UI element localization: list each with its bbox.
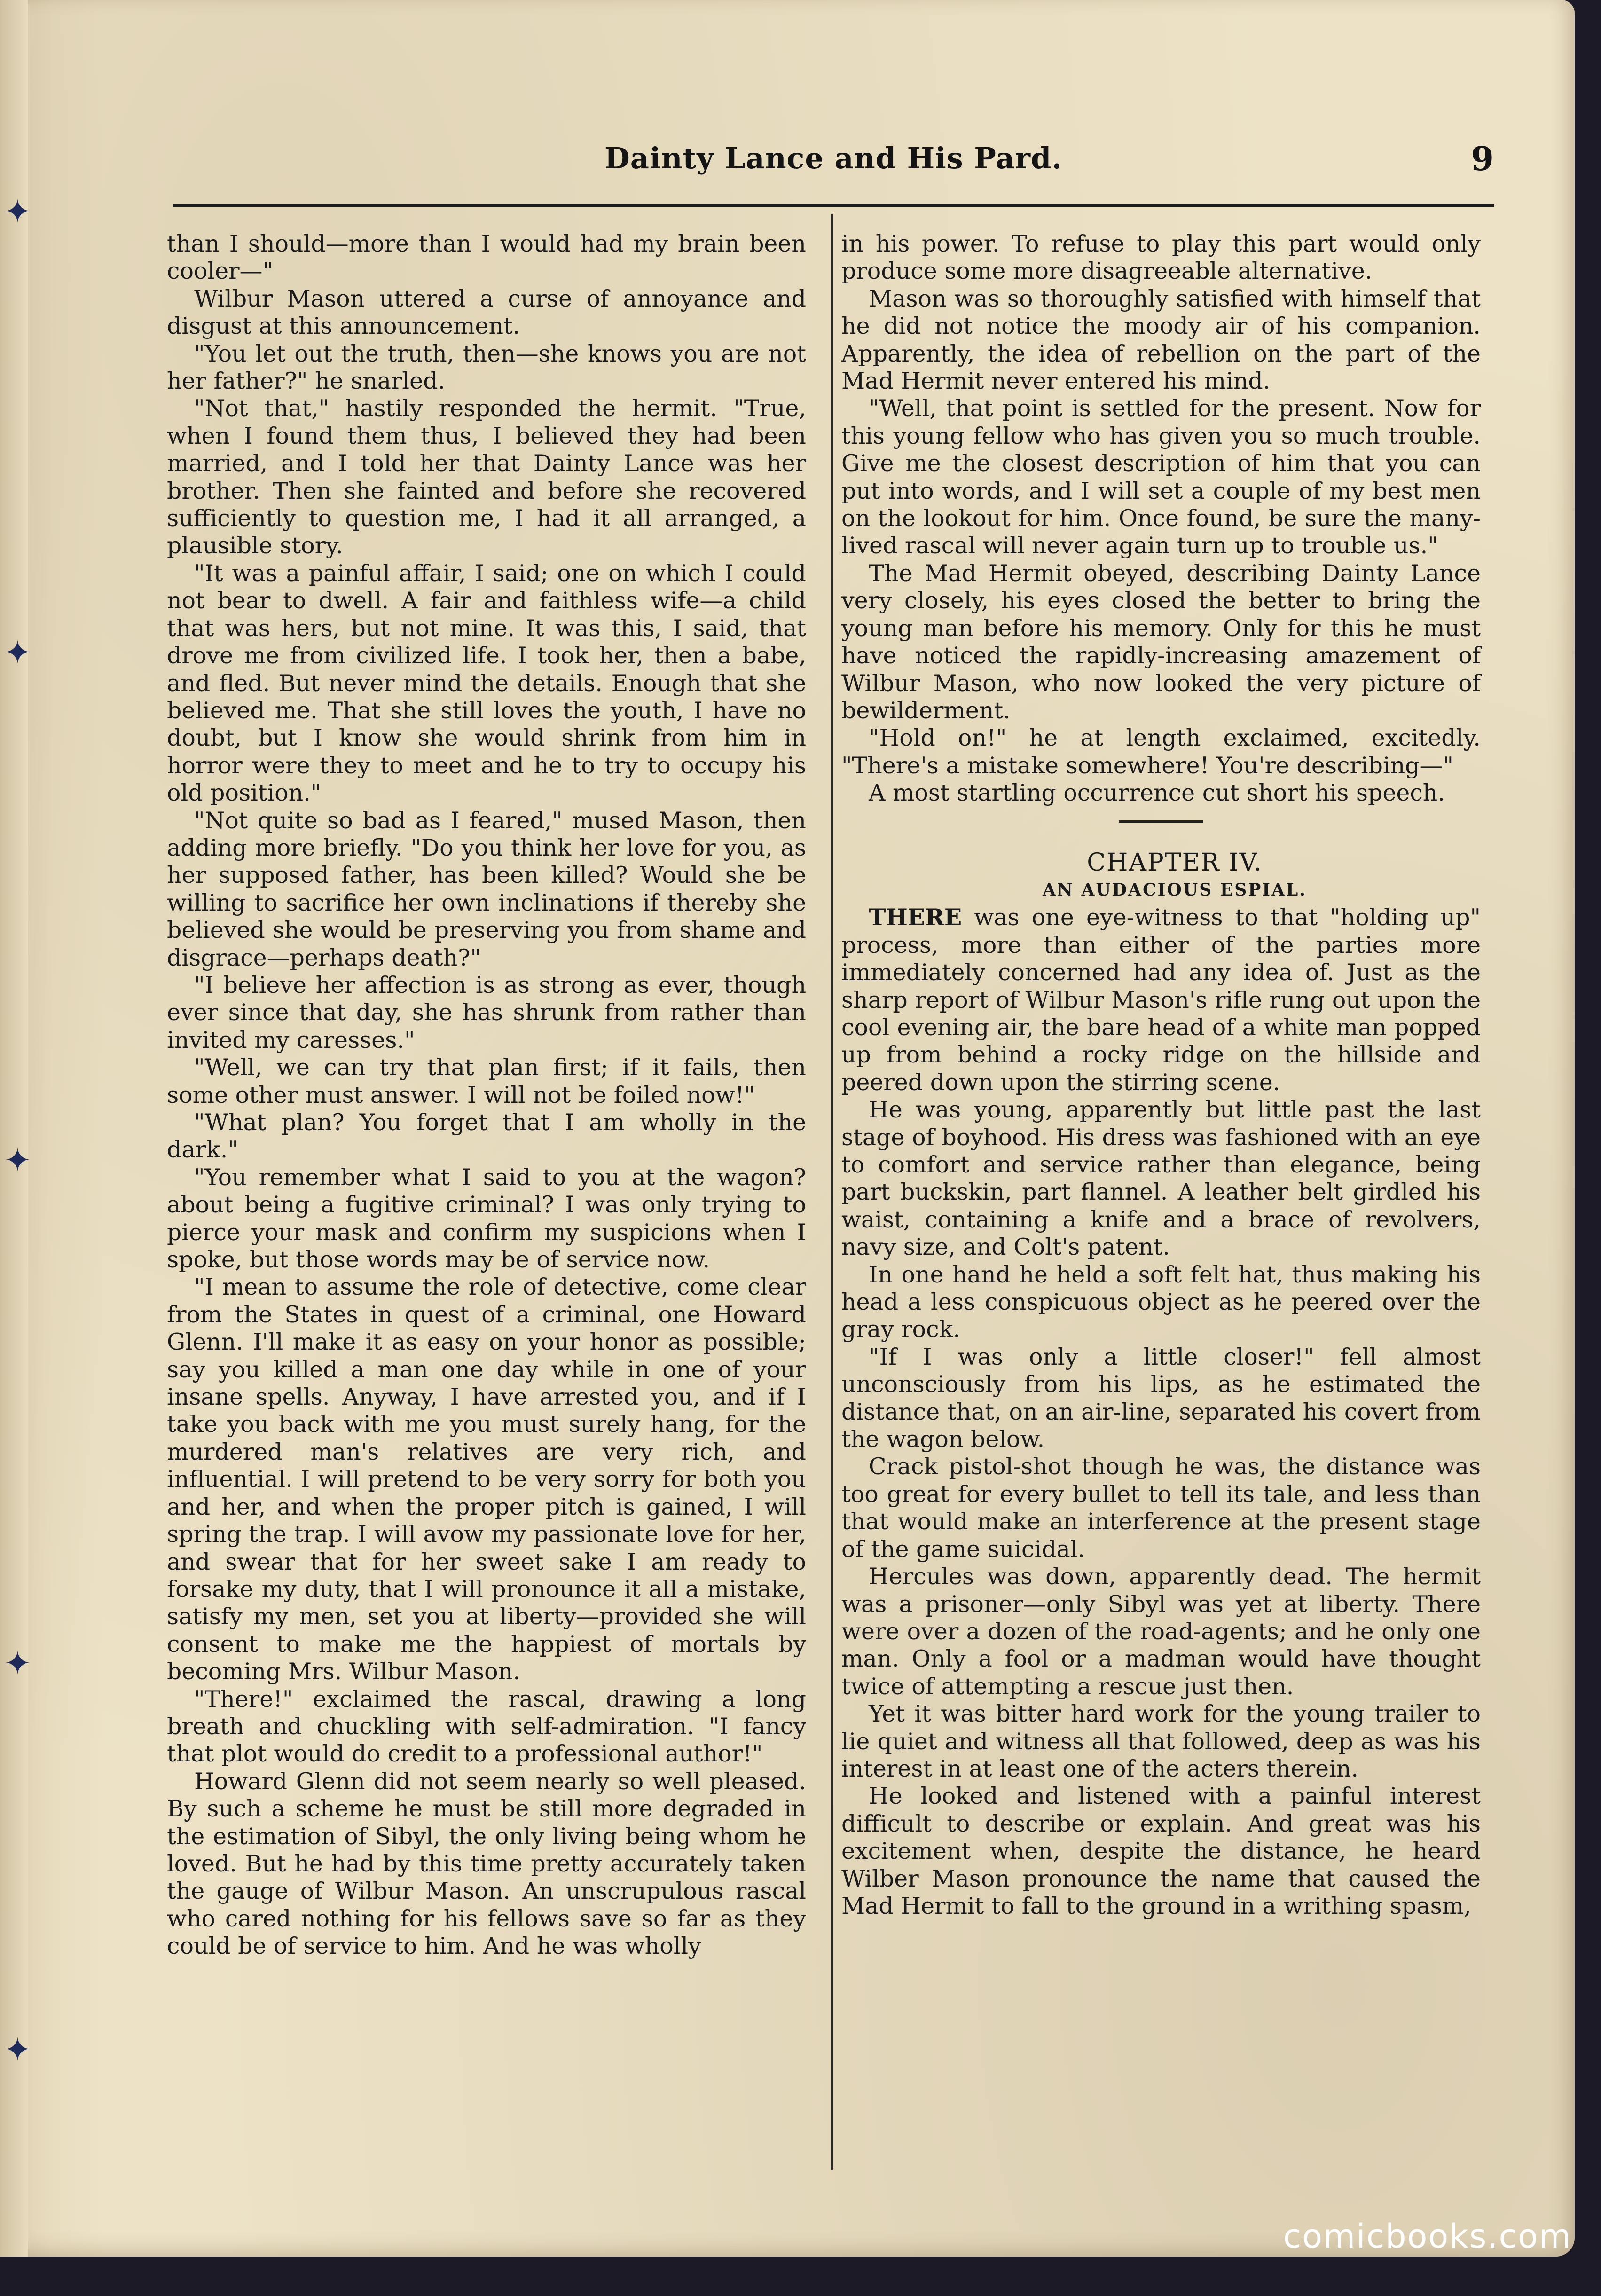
right-column — [841, 230, 1481, 1920]
binding-stitch: ✦ — [4, 2030, 31, 2069]
paragraph: The Mad Hermit obeyed, describing Dainty Lance very closely, his eyes closed the better to bring the young man before his memory. Only for this he must have noticed the rapidly-increasing amazement of Wilbur Mason, who now looked the very picture of bewilderment. — [841, 559, 1481, 724]
paragraph: "Well, we can try that plan first; if it fails, then some other must answer. I will not be foiled now!" — [167, 1054, 806, 1109]
page-spine — [0, 0, 28, 2257]
paragraph: "I mean to assume the role of detective, come clear from the States in quest of a criminal, one Howard Glenn. I'll make it as easy on your honor as possible; say you killed a man one day while in one of your insane spells. Anyway, I have arrested you, and if I take you back with me you must surely hang, for the murdered man's relatives are very rich, and influential. I will pretend to be very sorry for both you and her, and when the proper pitch is gained, I will spring the trap. I will avow my passionate love for her, and swear that for her sweet sake I am ready to forsake my duty, that I will pronounce it all a mistake, satisfy my men, set you at liberty—provided she will consent to make me the happiest of mortals by becoming Mrs. Wilbur Mason. — [167, 1274, 806, 1685]
paragraph: "Not that," hastily responded the hermit. "True, when I found them thus, I believed they had been married, and I told her that Dainty Lance was her brother. Then she fainted and before she recovered sufficiently to question me, I had it all arranged, a plausible story. — [167, 395, 806, 559]
binding-stitch: ✦ — [4, 1141, 31, 1179]
page-number: 9 — [1471, 139, 1494, 178]
paragraph: He looked and listened with a painful interest difficult to describe or explain. And great was his excitement when, despite the distance, he heard Wilber Mason pronounce the name that caused the Mad Hermit to fall to the ground in a writhing spasm, — [841, 1783, 1481, 1919]
watermark: comicbooks.com — [1283, 2217, 1572, 2256]
paragraph-text: was one eye-witness to that "holding up" process, more than either of the parties more immediately concerned had any idea of. Just as the sharp report of Wilbur Mason's rifle rung out upon the cool evening air, the bare head of a white man popped up from behind a rocky ridge on the hillside and peered down upon the stirring scene. — [841, 904, 1481, 1096]
paragraph: "If I was only a little closer!" fell almost unconsciously from his lips, as he estimated the distance that, on an air-line, separated his covert from the wagon below. — [841, 1343, 1481, 1453]
paragraph: Wilbur Mason uttered a curse of annoyance and disgust at this announcement. — [167, 285, 806, 340]
binding-stitch: ✦ — [4, 633, 31, 672]
column-divider — [831, 214, 833, 2170]
paragraph: "Hold on!" he at length exclaimed, excitedly. "There's a mistake somewhere! You're describing—" — [841, 724, 1481, 779]
paragraph: "Not quite so bad as I feared," mused Mason, then adding more briefly. "Do you think her love for you, as her supposed father, has been killed? Would she be willing to sacrifice her own inclinations if thereby she believed she would be preserving you from shame and disgrace—perhaps death?" — [167, 807, 806, 971]
paragraph: "Well, that point is settled for the present. Now for this young fellow who has given you so much trouble. Give me the closest description of him that you can put into words, and I will set a couple of my best men on the lookout for him. Once found, be sure the many-lived rascal will never again turn up to trouble us." — [841, 395, 1481, 559]
chapter-title: CHAPTER IV. — [1087, 848, 1263, 877]
running-header — [173, 136, 1494, 193]
paragraph: "What plan? You forget that I am wholly in the dark." — [167, 1109, 806, 1164]
paragraph: "You let out the truth, then—she knows you are not her father?" he snarled. — [167, 340, 806, 395]
paragraph: Crack pistol-shot though he was, the distance was too great for every bullet to tell its tale, and less than that would make an interference at the present stage of the game suicidal. — [841, 1453, 1481, 1563]
paragraph: "You remember what I said to you at the wagon? about being a fugitive criminal? I was only trying to pierce your mask and confirm my suspicions when I spoke, but those words may be of service now. — [167, 1164, 806, 1274]
paragraph: in his power. To refuse to play this part would only produce some more disagreeable alternative. — [841, 230, 1481, 285]
chapter-subtitle: AN AUDACIOUS ESPIAL. — [1043, 880, 1307, 900]
paragraph: than I should—more than I would had my brain been cooler—" — [167, 230, 806, 285]
paragraph: Hercules was down, apparently dead. The hermit was a prisoner—only Sibyl was yet at liberty. There were over a dozen of the road-agents; and he only one man. Only a fool or a madman would have thought twice of attempting a rescue just then. — [841, 1563, 1481, 1700]
binding-stitch: ✦ — [4, 192, 31, 231]
paragraph: Yet it was bitter hard work for the young trailer to lie quiet and witness all that followed, deep as was his interest in at least one of the acters therein. — [841, 1700, 1481, 1782]
binding-stitch: ✦ — [4, 1644, 31, 1683]
paragraph — [841, 904, 1481, 1096]
paragraph: Howard Glenn did not seem nearly so well pleased. By such a scheme he must be still more degraded in the estimation of Sibyl, the only living being whom he loved. But he had by this time pretty accurately taken the gauge of Wilbur Mason. An unscrupulous rascal who cared nothing for his fellows save so far as they could be of service to him. And he was wholly — [167, 1768, 806, 1960]
paragraph: "There!" exclaimed the rascal, drawing a long breath and chuckling with self-admiration. "I fancy that plot would do credit to a professional author!" — [167, 1685, 806, 1768]
paragraph: "It was a painful affair, I said; one on which I could not bear to dwell. A fair and faithless wife—a child that was hers, but not mine. It was this, I said, that drove me from civilized life. I took her, then a babe, and fled. But never mind the details. Enough that she believed me. That she still loves the youth, I have no doubt, but I know she would shrink from him in horror were they to meet and he to try to occupy his old position." — [167, 559, 806, 807]
header-rule — [173, 204, 1494, 207]
paragraph: Mason was so thoroughly satisfied with himself that he did not notice the moody air of his companion. Apparently, the idea of rebellion on the part of the Mad Hermit never entered his mind. — [841, 285, 1481, 395]
section-rule — [1119, 820, 1203, 823]
chapter-lead-word: THERE — [869, 904, 962, 931]
running-title: Dainty Lance and His Pard. — [604, 141, 1062, 175]
paragraph: He was young, apparently but little past the last stage of boyhood. His dress was fashioned with an eye to comfort and service rather than elegance, being part buckskin, part flannel. A leather belt girdled his waist, containing a knife and a brace of revolvers, navy size, and Colt's patent. — [841, 1096, 1481, 1261]
paragraph: In one hand he held a soft felt hat, thus making his head a less conspicuous object as he peered over the gray rock. — [841, 1261, 1481, 1343]
left-column — [167, 230, 806, 1960]
paragraph: A most startling occurrence cut short his speech. — [869, 779, 1445, 807]
paragraph: "I believe her affection is as strong as ever, though ever since that day, she has shrunk from rather than invited my caresses." — [167, 971, 806, 1054]
